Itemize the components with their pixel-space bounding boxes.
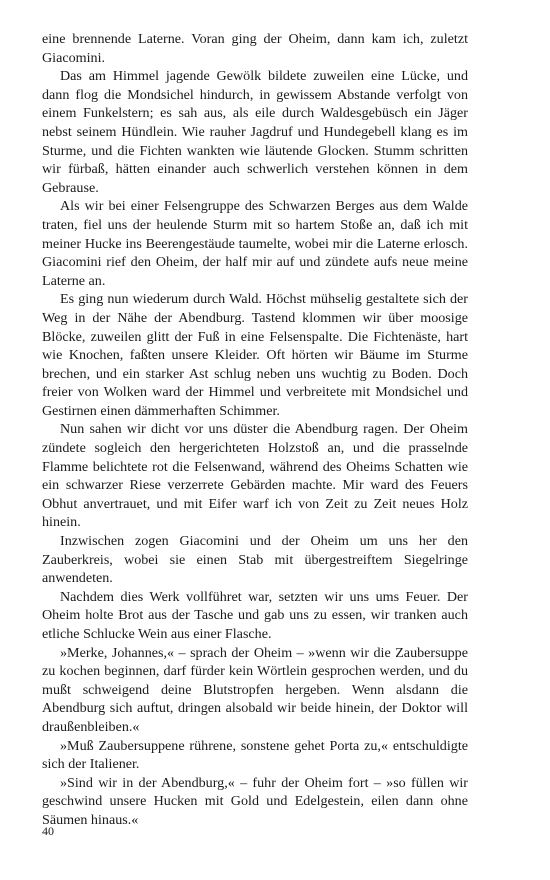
paragraph: »Sind wir in der Abendburg,« – fuhr der Oheim fort – »so füllen wir geschwind unsere Hucken mit Gold und Edelgestein, eilen dann ohne Säumen hinaus.« <box>42 774 468 828</box>
paragraph: Es ging nun wiederum durch Wald. Höchst mühselig gestaltete sich der Weg in der Nähe der Abendburg. Tastend klommen wir über moosige Blöcke, zuweilen glitt der Fuß in eine Felsenspalte. Die Fichtenäste, hart wie Knochen, faßten unsere Kleider. Oft hörten wir Bäume im Sturme brechen, und ein starker Ast schlug neben uns wuchtig zu Boden. Doch freier von Wolken ward der Himmel und verbreitete mit Mondsichel und Gestirnen einen dämmerhaften Schimmer. <box>42 291 468 419</box>
paragraph: eine brennende Laterne. Voran ging der Oheim, dann kam ich, zuletzt Giacomini. <box>42 31 468 66</box>
paragraph: Das am Himmel jagende Gewölk bildete zuweilen eine Lücke, und dann flog die Mondsichel hindurch, in gewissem Abstande verfolgt von einem Funkelstern; es sah aus, als eile durch Waldesgebüsch ein Jäger nebst seinem Hündlein. Wie rauher Jagdruf und Hundegebell klang es im Sturme, und die Fichten wankten wie läutende Glocken. Stumm schritten wir fürbaß, hätten einander auch schwerlich verstehen können in dem Gebrause. <box>42 68 468 196</box>
paragraph: Nun sahen wir dicht vor uns düster die Abendburg ragen. Der Oheim zündete sogleich den hergerichteten Holzstoß an, und die prasselnde Flamme belichtete rot die Felsenwand, während des Oheims Schatten wie ein schwarzer Riese verzerrete Gebärden machte. Mir ward des Feuers Obhut anvertrauet, und mit Eifer warf ich von Zeit zu Zeit neues Holz hinein. <box>42 421 468 531</box>
paragraph: Als wir bei einer Felsengruppe des Schwarzen Berges aus dem Walde traten, fiel uns der heulende Sturm mit so hartem Stoße an, daß ich mit meiner Hucke ins Beerengestäude taumelte, wobei mir die Laterne erlosch. Giacomini rief den Oheim, der half mir auf und zündete aufs neue meine Laterne an. <box>42 198 468 289</box>
paragraph: »Muß Zaubersuppene rührene, sonstene gehet Porta zu,« entschuldigte sich der Italiener. <box>42 737 468 773</box>
paragraph: Nachdem dies Werk vollführet war, setzten wir uns ums Feuer. Der Oheim holte Brot aus der Tasche und gab uns zu essen, wir tranken auch etliche Schlucke Wein aus einer Flasche. <box>42 588 468 642</box>
paragraph: »Merke, Johannes,« – sprach der Oheim – »wenn wir die Zaubersuppe zu kochen beginnen, darf fürder kein Wörtlein gesprochen werden, und du mußt schweigend deine Blutstropfen hergeben. Wenn alsdann die Abendburg sich auftut, dringen alsobald wir beide hinein, der Doktor will draußenbleiben.« <box>42 644 468 735</box>
paragraph: Inzwischen zogen Giacomini und der Oheim um uns her den Zauberkreis, wobei sie einen Stab mit übergestreiftem Siegelringe anwendeten. <box>42 533 468 587</box>
book-page-text <box>42 30 468 830</box>
page-number: 40 <box>42 824 54 838</box>
